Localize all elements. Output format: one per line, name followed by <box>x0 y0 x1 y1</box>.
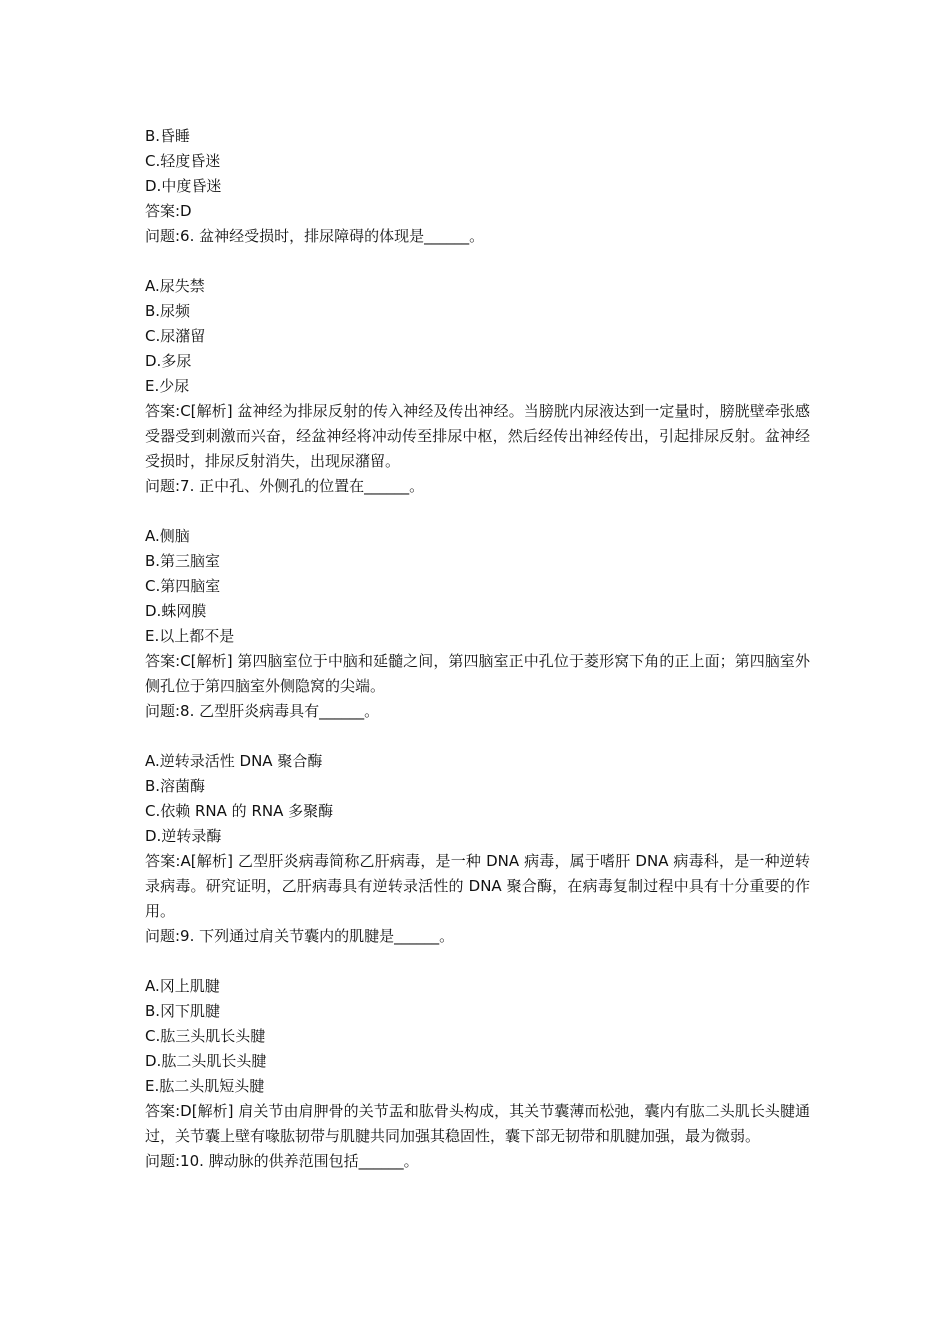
option-d: D.中度昏迷 <box>145 177 222 195</box>
option-c: C.轻度昏迷 <box>145 152 221 170</box>
answer-explanation: 答案:D[解析] 肩关节由肩胛骨的关节盂和肱骨头构成，其关节囊薄而松弛，囊内有肱二头肌长头腱通过，关节囊上壁有喙肱韧带与肌腱共同加强其稳固性，囊下部无韧带和肌腱加强，最为微弱。 <box>145 1102 810 1145</box>
option-b: B.昏睡 <box>145 127 191 145</box>
spacer <box>145 724 810 749</box>
spacer <box>145 499 810 524</box>
option-c: C.第四脑室 <box>145 577 221 595</box>
option-e: E.以上都不是 <box>145 627 235 645</box>
option-b: B.尿频 <box>145 302 191 320</box>
option-d: D.多尿 <box>145 352 192 370</box>
option-d: D.蛛网膜 <box>145 602 207 620</box>
answer-explanation: 答案:A[解析] 乙型肝炎病毒简称乙肝病毒，是一种 DNA 病毒，属于嗜肝 DNA 病毒科，是一种逆转录病毒。研究证明，乙肝病毒具有逆转录活性的 DNA 聚合酶，在病毒复制过程中具有十分重要的作用。 <box>145 852 810 920</box>
answer-explanation: 答案:C[解析] 第四脑室位于中脑和延髓之间，第四脑室正中孔位于菱形窝下角的正上面；第四脑室外侧孔位于第四脑室外侧隐窝的尖端。 <box>145 652 810 695</box>
spacer <box>145 249 810 274</box>
option-c: C.肱三头肌长头腱 <box>145 1027 266 1045</box>
option-d: D.肱二头肌长头腱 <box>145 1052 267 1070</box>
option-e: E.肱二头肌短头腱 <box>145 1077 265 1095</box>
question-text: 问题:6. 盆神经受损时，排尿障碍的体现是______。 <box>145 227 485 245</box>
option-c: C.依赖 RNA 的 RNA 多聚酶 <box>145 802 334 820</box>
question-text: 问题:10. 脾动脉的供养范围包括______。 <box>145 1152 419 1170</box>
question-text: 问题:7. 正中孔、外侧孔的位置在______。 <box>145 477 425 495</box>
answer-explanation: 答案:C[解析] 盆神经为排尿反射的传入神经及传出神经。当膀胱内尿液达到一定量时，膀胱壁牵张感受器受到刺激而兴奋，经盆神经将冲动传至排尿中枢，然后经传出神经传出，引起排尿反射。盆神经受损时，排尿反射消失，出现尿潴留。 <box>145 402 810 470</box>
option-a: A.逆转录活性 DNA 聚合酶 <box>145 752 323 770</box>
option-d: D.逆转录酶 <box>145 827 222 845</box>
option-e: E.少尿 <box>145 377 190 395</box>
option-b: B.第三脑室 <box>145 552 221 570</box>
option-a: A.侧脑 <box>145 527 190 545</box>
spacer <box>145 949 810 974</box>
question-text: 问题:8. 乙型肝炎病毒具有______。 <box>145 702 380 720</box>
question-text: 问题:9. 下列通过肩关节囊内的肌腱是______。 <box>145 927 455 945</box>
option-b: B.冈下肌腱 <box>145 1002 221 1020</box>
answer: 答案:D <box>145 202 192 220</box>
document-page <box>145 124 810 1174</box>
option-c: C.尿潴留 <box>145 327 206 345</box>
option-b: B.溶菌酶 <box>145 777 206 795</box>
option-a: A.冈上肌腱 <box>145 977 220 995</box>
option-a: A.尿失禁 <box>145 277 205 295</box>
